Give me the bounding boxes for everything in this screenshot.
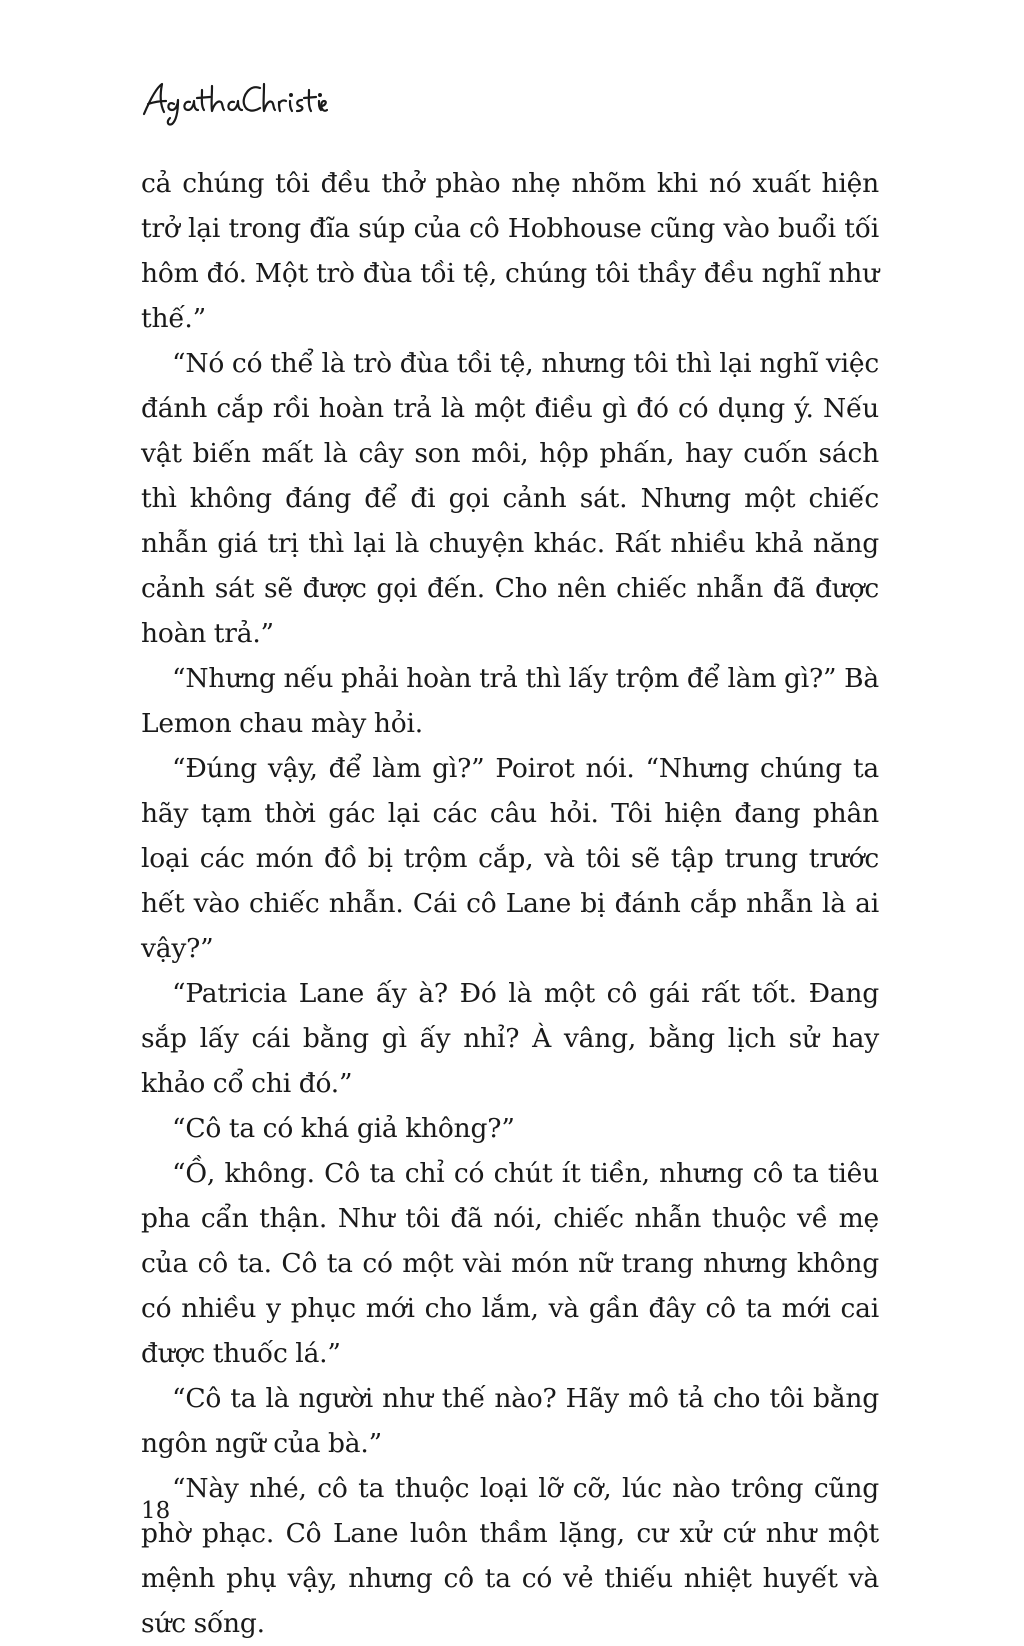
paragraph: “Patricia Lane ấy à? Đó là một cô gái rất tốt. Đang sắp lấy cái bằng gì ấy nhỉ? À vâng, bằng lịch sử hay khảo cổ chi đó.”: [141, 978, 879, 1099]
author-signature-logo: [138, 70, 328, 132]
paragraph: “Cô ta có khá giả không?”: [172, 1113, 515, 1144]
signature-icon: [138, 70, 328, 132]
paragraph: cả chúng tôi đều thở phào nhẹ nhõm khi nó xuất hiện trở lại trong đĩa súp của cô Hobhouse cũng vào buổi tối hôm đó. Một trò đùa tồi tệ, chúng tôi thầy đều nghĩ như thế.”: [141, 168, 879, 334]
paragraph: “Cô ta là người như thế nào? Hãy mô tả cho tôi bằng ngôn ngữ của bà.”: [141, 1383, 879, 1459]
paragraph: “Nhưng nếu phải hoàn trả thì lấy trộm để làm gì?” Bà Lemon chau mày hỏi.: [141, 663, 879, 739]
paragraph: “Nó có thể là trò đùa tồi tệ, nhưng tôi thì lại nghĩ việc đánh cắp rồi hoàn trả là một điều gì đó có dụng ý. Nếu vật biến mất là cây son môi, hộp phấn, hay cuốn sách thì không đáng để đi gọi cảnh sát. Nhưng một chiếc nhẫn giá trị thì lại là chuyện khác. Rất nhiều khả năng cảnh sát sẽ được gọi đến. Cho nên chiếc nhẫn đã được hoàn trả.”: [141, 348, 879, 649]
page-number: 18: [141, 1498, 171, 1524]
paragraph: “Này nhé, cô ta thuộc loại lỡ cỡ, lúc nào trông cũng phờ phạc. Cô Lane luôn thầm lặng, cư xử cứ như một mệnh phụ vậy, nhưng cô ta có vẻ thiếu nhiệt huyết và sức sống.: [141, 1473, 879, 1639]
paragraph: “Ồ, không. Cô ta chỉ có chút ít tiền, nhưng cô ta tiêu pha cẩn thận. Như tôi đã nói, chiếc nhẫn thuộc về mẹ của cô ta. Cô ta có một vài món nữ trang nhưng không có nhiều y phục mới cho lắm, và gần đây cô ta mới cai được thuốc lá.”: [141, 1158, 879, 1369]
paragraph: “Đúng vậy, để làm gì?” Poirot nói. “Nhưng chúng ta hãy tạm thời gác lại các câu hỏi. Tôi hiện đang phân loại các món đồ bị trộm cắp, và tôi sẽ tập trung trước hết vào chiếc nhẫn. Cái cô Lane bị đánh cắp nhẫn là ai vậy?”: [141, 753, 879, 964]
main-text: [141, 161, 879, 1646]
